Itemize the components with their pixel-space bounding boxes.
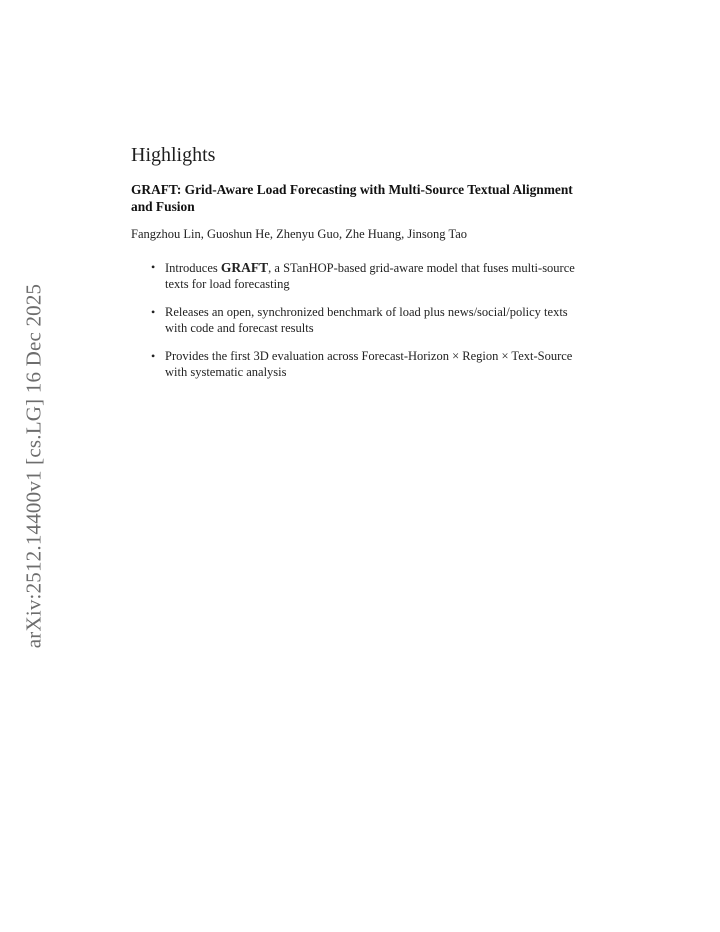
bullet-icon: • bbox=[151, 349, 156, 363]
highlight-bold-model-name: GRAFT bbox=[220, 260, 269, 275]
arxiv-identifier-stamp: arXiv:2512.14400v1 [cs.LG] 16 Dec 2025 bbox=[21, 283, 46, 649]
highlights-list bbox=[131, 260, 591, 380]
highlight-text-after: , a STanHOP-based grid-aware model that fuses multi-source texts for load forecasting bbox=[165, 261, 575, 291]
highlight-item-graft bbox=[151, 260, 591, 292]
highlight-item-evaluation bbox=[151, 349, 591, 380]
paper-title: GRAFT: Grid-Aware Load Forecasting with Multi-Source Textual Alignment and Fusion bbox=[131, 182, 573, 214]
highlight-text-before: Introduces bbox=[165, 261, 221, 275]
highlight-text: Provides the first 3D evaluation across Forecast-Horizon × Region × Text-Source with systematic analysis bbox=[165, 349, 573, 379]
bullet-icon: • bbox=[151, 260, 156, 274]
highlights-page bbox=[131, 142, 591, 393]
author-list: Fangzhou Lin, Guoshun He, Zhenyu Guo, Zhe Huang, Jinsong Tao bbox=[131, 227, 468, 241]
highlight-text: Releases an open, synchronized benchmark of load plus news/social/policy texts with code and forecast results bbox=[165, 305, 568, 335]
highlights-heading: Highlights bbox=[131, 144, 216, 166]
highlight-item-benchmark bbox=[151, 305, 591, 336]
bullet-icon: • bbox=[151, 305, 156, 319]
